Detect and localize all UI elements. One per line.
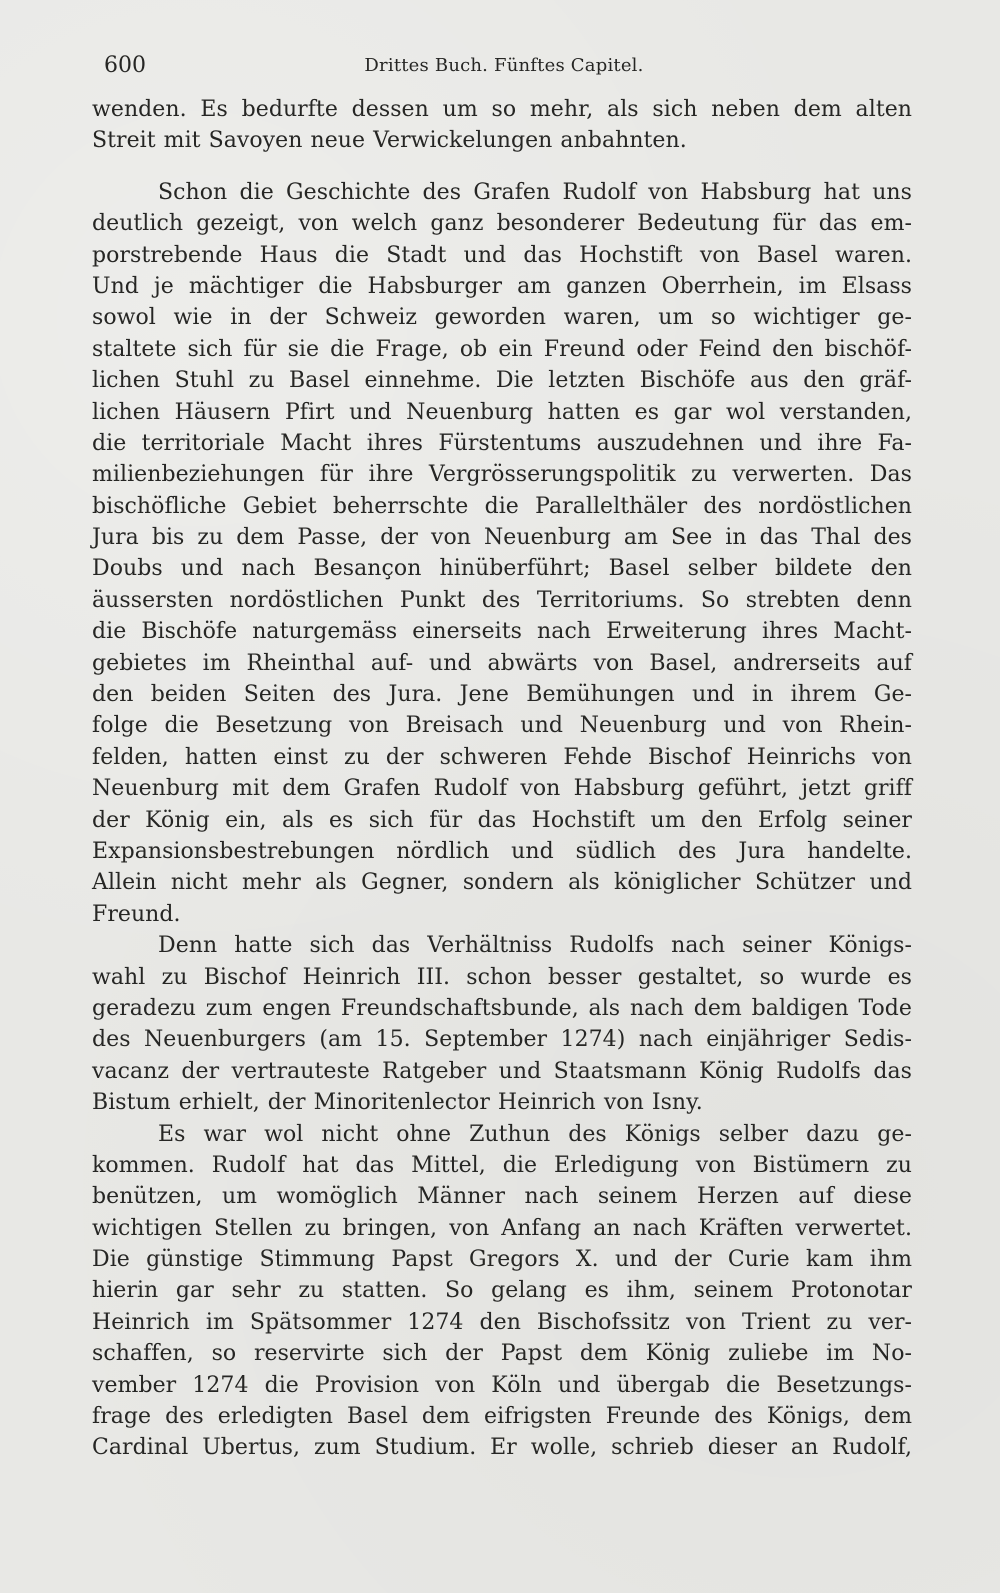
text-line: folge die Besetzung von Breisach und Neuenburg und von Rhein- <box>92 713 912 739</box>
text-line: schaffen, so reservirte sich der Papst dem König zuliebe im No- <box>92 1341 912 1367</box>
text-line: Denn hatte sich das Verhältniss Rudolfs nach seiner Königs- <box>158 933 912 959</box>
text-line: Freund. <box>92 901 181 927</box>
text-line: Neuenburg mit dem Grafen Rudolf von Habsburg geführt, jetzt griff <box>92 776 912 802</box>
text-line: Jura bis zu dem Passe, der von Neuenburg am See in das Thal des <box>92 525 912 551</box>
text-line: wichtigen Stellen zu bringen, von Anfang an nach Kräften verwertet. <box>92 1215 912 1241</box>
text-line: Es war wol nicht ohne Zuthun des Königs selber dazu ge- <box>158 1121 912 1147</box>
text-line: Streit mit Savoyen neue Verwickelungen anbahnten. <box>92 128 687 154</box>
text-line: wenden. Es bedurfte dessen um so mehr, als sich neben dem alten <box>92 97 912 122</box>
text-line: Cardinal Ubertus, zum Studium. Er wolle, schrieb dieser an Rudolf, <box>92 1435 912 1461</box>
text-line: lichen Häusern Pfirt und Neuenburg hatten es gar wol verstanden, <box>92 399 912 425</box>
text-line: bischöfliche Gebiet beherrschte die Parallelthäler des nordöstlichen <box>92 493 912 519</box>
text-line: Bistum erhielt, der Minoritenlector Heinrich von Isny. <box>92 1090 703 1116</box>
text-line: Doubs und nach Besançon hinüberführt; Basel selber bildete den <box>92 556 912 582</box>
body-text <box>92 94 912 1464</box>
text-line: frage des erledigten Basel dem eifrigsten Freunde des Königs, dem <box>92 1404 912 1430</box>
text-line: gebietes im Rheinthal auf- und abwärts von Basel, andrerseits auf <box>92 650 912 676</box>
text-line: geradezu zum engen Freundschaftsbunde, als nach dem baldigen Tode <box>92 995 912 1021</box>
text-line: milienbeziehungen für ihre Vergrösserungspolitik zu verwerten. Das <box>92 462 912 488</box>
paragraph-gap <box>92 157 912 177</box>
text-line: des Neuenburgers (am 15. September 1274) nach einjähriger Sedis- <box>92 1027 912 1053</box>
text-line: lichen Stuhl zu Basel einnehme. Die letzten Bischöfe aus den gräf- <box>92 368 912 394</box>
text-line: Schon die Geschichte des Grafen Rudolf von Habsburg hat uns <box>158 179 912 205</box>
text-line: Heinrich im Spätsommer 1274 den Bischofssitz von Trient zu ver- <box>92 1309 912 1335</box>
text-line: benützen, um womöglich Männer nach seinem Herzen auf diese <box>92 1184 912 1210</box>
running-head <box>92 46 916 86</box>
text-line: hierin gar sehr zu statten. So gelang es ihm, seinem Protonotar <box>92 1278 912 1304</box>
text-line: felden, hatten einst zu der schweren Fehde Bischof Heinrichs von <box>92 744 912 770</box>
text-line: Und je mächtiger die Habsburger am ganzen Oberrhein, im Elsass <box>92 273 912 299</box>
text-line: kommen. Rudolf hat das Mittel, die Erledigung von Bistümern zu <box>92 1152 912 1178</box>
text-line: vacanz der vertrauteste Ratgeber und Staatsmann König Rudolfs das <box>92 1058 912 1084</box>
text-line: die territoriale Macht ihres Fürstentums auszudehnen und ihre Fa- <box>92 430 912 456</box>
text-line: staltete sich für sie die Frage, ob ein Freund oder Feind den bischöf- <box>92 336 912 362</box>
text-line: Allein nicht mehr als Gegner, sondern als königlicher Schützer und <box>92 870 912 896</box>
text-line: der König ein, als es sich für das Hochstift um den Erfolg seiner <box>92 807 912 833</box>
text-line: wahl zu Bischof Heinrich III. schon besser gestaltet, so wurde es <box>92 964 912 990</box>
text-line: porstrebende Haus die Stadt und das Hochstift von Basel waren. <box>92 242 912 268</box>
text-line: den beiden Seiten des Jura. Jene Bemühungen und in ihrem Ge- <box>92 682 912 708</box>
text-line: Expansionsbestrebungen nördlich und südlich des Jura handelte. <box>92 838 912 864</box>
text-line: vember 1274 die Provision von Köln und übergab die Besetzungs- <box>92 1372 912 1398</box>
text-line: Die günstige Stimmung Papst Gregors X. und der Curie kam ihm <box>92 1247 912 1273</box>
text-line: sowol wie in der Schweiz geworden waren, um so wichtiger ge- <box>92 305 912 331</box>
page-number: 600 <box>104 53 146 78</box>
text-line: äussersten nordöstlichen Punkt des Territoriums. So strebten denn <box>92 587 912 613</box>
text-line: deutlich gezeigt, von welch ganz besonderer Bedeutung für das em- <box>92 211 912 237</box>
chapter-title: Drittes Buch. Fünftes Capitel. <box>364 55 644 76</box>
text-line: die Bischöfe naturgemäss einerseits nach Erweiterung ihres Macht- <box>92 619 912 645</box>
